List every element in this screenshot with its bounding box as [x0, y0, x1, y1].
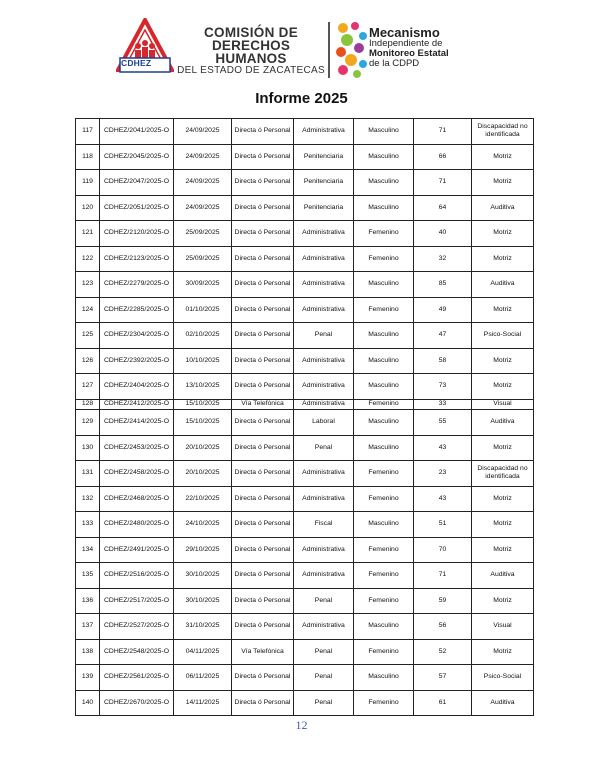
cell-fecha: 10/10/2025	[174, 348, 232, 374]
cell-autoridad: Penal	[294, 435, 354, 461]
cell-expediente: CDHEZ/2453/2025-O	[100, 435, 174, 461]
cell-discapacidad: Visual	[472, 399, 534, 410]
cell-sexo: Femenino	[354, 246, 414, 272]
cell-sexo: Masculino	[354, 374, 414, 400]
cell-sexo: Femenino	[354, 399, 414, 410]
cell-via: Directa ó Personal	[232, 461, 294, 487]
cell-discapacidad: Auditiva	[472, 272, 534, 298]
cell-via: Directa ó Personal	[232, 195, 294, 221]
cell-row-number: 130	[76, 435, 100, 461]
cell-fecha: 25/09/2025	[174, 221, 232, 247]
cell-edad: 56	[414, 614, 472, 640]
cell-expediente: CDHEZ/2516/2025-O	[100, 563, 174, 589]
table-row	[76, 119, 534, 145]
table-row	[76, 399, 534, 410]
cell-row-number: 128	[76, 399, 100, 410]
cell-expediente: CDHEZ/2120/2025-O	[100, 221, 174, 247]
cell-row-number: 135	[76, 563, 100, 589]
cell-fecha: 29/10/2025	[174, 537, 232, 563]
table-row	[76, 486, 534, 512]
cell-fecha: 24/09/2025	[174, 195, 232, 221]
cell-autoridad: Penal	[294, 323, 354, 349]
cell-fecha: 24/09/2025	[174, 170, 232, 196]
cell-via: Directa ó Personal	[232, 512, 294, 538]
cell-discapacidad: Discapacidad no identificada	[472, 119, 534, 145]
cell-edad: 59	[414, 588, 472, 614]
cell-edad: 57	[414, 665, 472, 691]
cell-via: Directa ó Personal	[232, 588, 294, 614]
cell-autoridad: Administrativa	[294, 272, 354, 298]
cell-row-number: 118	[76, 144, 100, 170]
cell-sexo: Masculino	[354, 614, 414, 640]
cell-via: Directa ó Personal	[232, 297, 294, 323]
cell-discapacidad: Psico-Social	[472, 323, 534, 349]
cell-autoridad: Administrativa	[294, 486, 354, 512]
cdhez-logo	[116, 18, 174, 78]
cell-via: Directa ó Personal	[232, 537, 294, 563]
table-row	[76, 512, 534, 538]
cell-discapacidad: Motriz	[472, 486, 534, 512]
cell-fecha: 04/11/2025	[174, 639, 232, 665]
cell-discapacidad: Motriz	[472, 144, 534, 170]
table-row	[76, 588, 534, 614]
cell-row-number: 134	[76, 537, 100, 563]
cell-sexo: Femenino	[354, 486, 414, 512]
cell-via: Directa ó Personal	[232, 374, 294, 400]
cell-fecha: 31/10/2025	[174, 614, 232, 640]
cell-sexo: Masculino	[354, 512, 414, 538]
mecanismo-line2: Independiente de	[369, 38, 443, 49]
cell-autoridad: Penal	[294, 665, 354, 691]
cell-expediente: CDHEZ/2047/2025-O	[100, 170, 174, 196]
cell-autoridad: Administrativa	[294, 246, 354, 272]
cell-edad: 23	[414, 461, 472, 487]
cell-fecha: 25/09/2025	[174, 246, 232, 272]
cell-expediente: CDHEZ/2491/2025-O	[100, 537, 174, 563]
cell-autoridad: Administrativa	[294, 297, 354, 323]
mecanismo-logo	[333, 18, 369, 80]
comision-line3: DEL ESTADO DE ZACATECAS	[177, 65, 325, 76]
cell-row-number: 125	[76, 323, 100, 349]
cell-autoridad: Penitenciaria	[294, 144, 354, 170]
cell-discapacidad: Motriz	[472, 588, 534, 614]
table-body	[76, 119, 534, 716]
cell-expediente: CDHEZ/2548/2025-O	[100, 639, 174, 665]
cell-discapacidad: Auditiva	[472, 410, 534, 436]
table-row	[76, 461, 534, 487]
table-row	[76, 614, 534, 640]
cell-expediente: CDHEZ/2285/2025-O	[100, 297, 174, 323]
cell-sexo: Masculino	[354, 144, 414, 170]
cell-expediente: CDHEZ/2404/2025-O	[100, 374, 174, 400]
cell-autoridad: Penitenciaria	[294, 195, 354, 221]
cell-row-number: 137	[76, 614, 100, 640]
cell-via: Directa ó Personal	[232, 170, 294, 196]
cell-row-number: 140	[76, 690, 100, 716]
cell-sexo: Femenino	[354, 221, 414, 247]
cell-via: Vía Telefónica	[232, 639, 294, 665]
cell-fecha: 06/11/2025	[174, 665, 232, 691]
cell-fecha: 20/10/2025	[174, 435, 232, 461]
cell-fecha: 24/10/2025	[174, 512, 232, 538]
cell-via: Vía Telefónica	[232, 399, 294, 410]
cell-via: Directa ó Personal	[232, 690, 294, 716]
cell-discapacidad: Motriz	[472, 246, 534, 272]
cell-expediente: CDHEZ/2670/2025-O	[100, 690, 174, 716]
table-row	[76, 221, 534, 247]
cell-fecha: 02/10/2025	[174, 323, 232, 349]
cell-autoridad: Penal	[294, 588, 354, 614]
cell-expediente: CDHEZ/2045/2025-O	[100, 144, 174, 170]
table-row	[76, 144, 534, 170]
table-row	[76, 195, 534, 221]
cell-autoridad: Administrativa	[294, 461, 354, 487]
cell-via: Directa ó Personal	[232, 486, 294, 512]
cell-autoridad: Penitenciaria	[294, 170, 354, 196]
cell-discapacidad: Motriz	[472, 639, 534, 665]
cell-edad: 70	[414, 537, 472, 563]
cell-row-number: 124	[76, 297, 100, 323]
cell-expediente: CDHEZ/2041/2025-O	[100, 119, 174, 145]
page-title: Informe 2025	[255, 90, 348, 107]
cell-row-number: 121	[76, 221, 100, 247]
cell-edad: 64	[414, 195, 472, 221]
table-row	[76, 246, 534, 272]
table-row	[76, 348, 534, 374]
cell-via: Directa ó Personal	[232, 348, 294, 374]
cell-fecha: 15/10/2025	[174, 399, 232, 410]
cell-discapacidad: Visual	[472, 614, 534, 640]
cell-discapacidad: Auditiva	[472, 563, 534, 589]
cell-discapacidad: Motriz	[472, 435, 534, 461]
cell-discapacidad: Motriz	[472, 348, 534, 374]
cell-edad: 73	[414, 374, 472, 400]
cell-sexo: Masculino	[354, 170, 414, 196]
cell-edad: 49	[414, 297, 472, 323]
cell-via: Directa ó Personal	[232, 221, 294, 247]
cell-expediente: CDHEZ/2517/2025-O	[100, 588, 174, 614]
cell-via: Directa ó Personal	[232, 272, 294, 298]
cell-discapacidad: Auditiva	[472, 690, 534, 716]
table-row	[76, 563, 534, 589]
table-row	[76, 374, 534, 400]
mecanismo-line3: Monitoreo Estatal	[369, 48, 449, 59]
cell-expediente: CDHEZ/2414/2025-O	[100, 410, 174, 436]
cell-row-number: 119	[76, 170, 100, 196]
comision-name	[175, 26, 327, 76]
cell-row-number: 127	[76, 374, 100, 400]
cell-discapacidad: Motriz	[472, 221, 534, 247]
cell-discapacidad: Discapacidad no identificada	[472, 461, 534, 487]
cell-row-number: 117	[76, 119, 100, 145]
cell-fecha: 24/09/2025	[174, 144, 232, 170]
cell-autoridad: Administrativa	[294, 374, 354, 400]
cell-autoridad: Fiscal	[294, 512, 354, 538]
cell-edad: 66	[414, 144, 472, 170]
cell-fecha: 15/10/2025	[174, 410, 232, 436]
cell-sexo: Femenino	[354, 461, 414, 487]
cell-edad: 33	[414, 399, 472, 410]
cell-edad: 52	[414, 639, 472, 665]
cell-autoridad: Penal	[294, 690, 354, 716]
cell-edad: 71	[414, 119, 472, 145]
mecanismo-name	[369, 26, 479, 69]
cell-expediente: CDHEZ/2279/2025-O	[100, 272, 174, 298]
cell-via: Directa ó Personal	[232, 119, 294, 145]
cell-autoridad: Administrativa	[294, 119, 354, 145]
cell-sexo: Femenino	[354, 563, 414, 589]
cell-fecha: 01/10/2025	[174, 297, 232, 323]
cell-edad: 47	[414, 323, 472, 349]
cell-discapacidad: Auditiva	[472, 195, 534, 221]
cell-fecha: 14/11/2025	[174, 690, 232, 716]
cell-row-number: 120	[76, 195, 100, 221]
cell-fecha: 30/09/2025	[174, 272, 232, 298]
cell-row-number: 122	[76, 246, 100, 272]
cell-expediente: CDHEZ/2468/2025-O	[100, 486, 174, 512]
cell-row-number: 138	[76, 639, 100, 665]
cell-sexo: Femenino	[354, 639, 414, 665]
cell-discapacidad: Motriz	[472, 297, 534, 323]
cell-sexo: Masculino	[354, 435, 414, 461]
mecanismo-line1: Mecanismo	[369, 25, 440, 40]
cell-expediente: CDHEZ/2458/2025-O	[100, 461, 174, 487]
cell-edad: 58	[414, 348, 472, 374]
cell-row-number: 123	[76, 272, 100, 298]
cell-expediente: CDHEZ/2051/2025-O	[100, 195, 174, 221]
cell-sexo: Masculino	[354, 272, 414, 298]
cell-fecha: 30/10/2025	[174, 563, 232, 589]
cell-sexo: Masculino	[354, 410, 414, 436]
table-row	[76, 537, 534, 563]
cell-fecha: 30/10/2025	[174, 588, 232, 614]
cell-sexo: Masculino	[354, 195, 414, 221]
cell-expediente: CDHEZ/2392/2025-O	[100, 348, 174, 374]
cell-row-number: 129	[76, 410, 100, 436]
table-row	[76, 272, 534, 298]
comision-line2: DERECHOS HUMANOS	[211, 38, 291, 66]
header-divider	[328, 22, 330, 78]
cell-via: Directa ó Personal	[232, 323, 294, 349]
cell-fecha: 24/09/2025	[174, 119, 232, 145]
cell-autoridad: Administrativa	[294, 399, 354, 410]
cell-sexo: Masculino	[354, 119, 414, 145]
cell-sexo: Femenino	[354, 588, 414, 614]
cell-edad: 43	[414, 486, 472, 512]
cell-via: Directa ó Personal	[232, 246, 294, 272]
mecanismo-line4: de la CDPD	[369, 58, 420, 69]
table-row	[76, 410, 534, 436]
cell-via: Directa ó Personal	[232, 563, 294, 589]
cell-autoridad: Administrativa	[294, 348, 354, 374]
cell-discapacidad: Psico-Social	[472, 665, 534, 691]
table-row	[76, 435, 534, 461]
cell-sexo: Masculino	[354, 665, 414, 691]
cell-expediente: CDHEZ/2480/2025-O	[100, 512, 174, 538]
cell-row-number: 126	[76, 348, 100, 374]
cell-expediente: CDHEZ/2561/2025-O	[100, 665, 174, 691]
cell-edad: 40	[414, 221, 472, 247]
cell-row-number: 136	[76, 588, 100, 614]
cell-fecha: 22/10/2025	[174, 486, 232, 512]
cell-autoridad: Administrativa	[294, 537, 354, 563]
table-row	[76, 170, 534, 196]
table-row	[76, 639, 534, 665]
cell-sexo: Masculino	[354, 348, 414, 374]
cell-fecha: 20/10/2025	[174, 461, 232, 487]
cell-sexo: Femenino	[354, 690, 414, 716]
cell-expediente: CDHEZ/2527/2025-O	[100, 614, 174, 640]
cell-row-number: 133	[76, 512, 100, 538]
cases-table	[75, 118, 534, 716]
cell-discapacidad: Motriz	[472, 170, 534, 196]
cell-discapacidad: Motriz	[472, 374, 534, 400]
cell-edad: 51	[414, 512, 472, 538]
cell-via: Directa ó Personal	[232, 665, 294, 691]
cell-expediente: CDHEZ/2123/2025-O	[100, 246, 174, 272]
cell-autoridad: Administrativa	[294, 221, 354, 247]
cell-expediente: CDHEZ/2412/2025-O	[100, 399, 174, 410]
table-row	[76, 690, 534, 716]
table-row	[76, 297, 534, 323]
comision-line1: COMISIÓN DE	[203, 25, 299, 40]
cell-fecha: 13/10/2025	[174, 374, 232, 400]
cell-autoridad: Administrativa	[294, 614, 354, 640]
cell-sexo: Masculino	[354, 323, 414, 349]
cell-edad: 43	[414, 435, 472, 461]
cell-discapacidad: Motriz	[472, 537, 534, 563]
cell-expediente: CDHEZ/2304/2025-O	[100, 323, 174, 349]
cell-edad: 55	[414, 410, 472, 436]
page-number: 12	[295, 718, 308, 732]
cell-via: Directa ó Personal	[232, 435, 294, 461]
cell-edad: 85	[414, 272, 472, 298]
cell-discapacidad: Motriz	[472, 512, 534, 538]
cell-autoridad: Laboral	[294, 410, 354, 436]
cell-edad: 32	[414, 246, 472, 272]
cell-sexo: Femenino	[354, 297, 414, 323]
cdhez-logo-text: CDHEZ	[121, 58, 152, 68]
cell-edad: 61	[414, 690, 472, 716]
cell-autoridad: Administrativa	[294, 563, 354, 589]
cell-via: Directa ó Personal	[232, 410, 294, 436]
cell-via: Directa ó Personal	[232, 144, 294, 170]
cell-edad: 71	[414, 170, 472, 196]
table-row	[76, 665, 534, 691]
table-row	[76, 323, 534, 349]
cell-row-number: 132	[76, 486, 100, 512]
cell-edad: 71	[414, 563, 472, 589]
page-header	[0, 14, 603, 84]
cell-row-number: 139	[76, 665, 100, 691]
cell-via: Directa ó Personal	[232, 614, 294, 640]
cell-sexo: Femenino	[354, 537, 414, 563]
cell-row-number: 131	[76, 461, 100, 487]
cell-autoridad: Penal	[294, 639, 354, 665]
